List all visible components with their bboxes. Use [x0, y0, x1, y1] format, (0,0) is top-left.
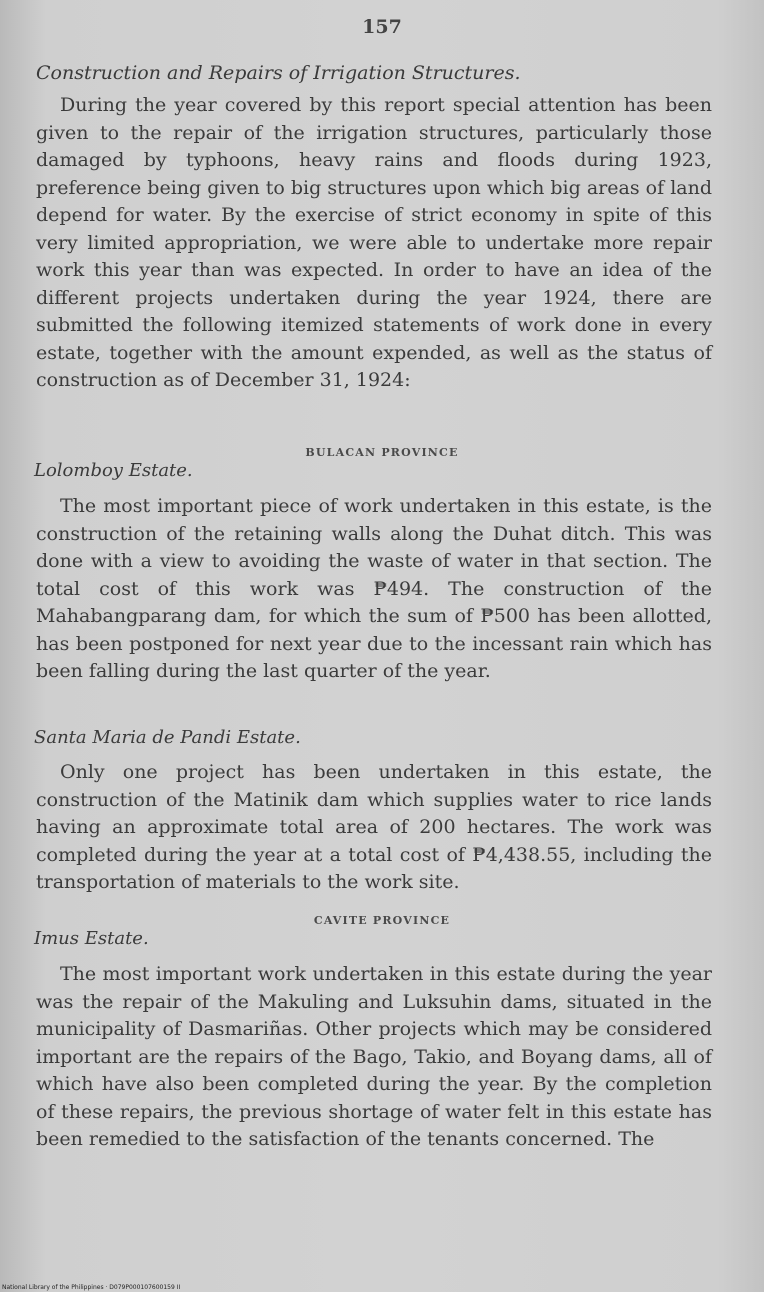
- library-footer: National Library of the Philippines · D079P000107600159 II: [2, 1284, 181, 1291]
- lolomboy-paragraph: The most important piece of work undertaken in this estate, is the construction of the retaining walls along the Duhat ditch. This was done with a view to avoiding the waste of water in that section. The total cost of this work was ₱494. The construction of the Mahabangparang dam, for which the sum of ₱500 has been allotted, has been postponed for next year due to the incessant rain which has been falling during the last quarter of the year.: [36, 495, 712, 682]
- estate-heading-santa-maria: Santa Maria de Pandi Estate.: [34, 727, 301, 748]
- intro-paragraph: During the year covered by this report special attention has been given to the repair of the irrigation structures, particularly those damaged by typhoons, heavy rains and floods during 1923, preference being given to big structures upon which big areas of land depend for water. By the exercise of strict economy in spite of this very limited appropriation, we were able to undertake more repair work this year than was expected. In order to have an idea of the different projects undertaken during the year 1924, there are submitted the following itemized statements of work done in every estate, together with the amount expended, as well as the status of construction as of December 31, 1924:: [36, 94, 712, 391]
- section-heading: Construction and Repairs of Irrigation Structures.: [36, 62, 521, 84]
- page-number: 157: [362, 16, 402, 38]
- santa-maria-paragraph: Only one project has been undertaken in this estate, the construction of the Matinik dam which supplies water to rice lands having an approximate total area of 200 hectares. The work was completed during the year at a total cost of ₱4,438.55, including the transportation of materials to the work site.: [36, 761, 712, 893]
- estate-heading-imus: Imus Estate.: [34, 928, 149, 949]
- province-heading-bulacan: BULACAN PROVINCE: [305, 446, 459, 459]
- province-heading-cavite: CAVITE PROVINCE: [313, 914, 451, 927]
- estate-heading-lolomboy: Lolomboy Estate.: [34, 460, 193, 481]
- imus-paragraph: The most important work undertaken in this estate during the year was the repair of the Makuling and Luksuhin dams, situated in the municipality of Dasmariñas. Other projects which may be considered important are the repairs of the Bago, Takio, and Boyang dams, all of which have also been completed during the year. By the completion of these repairs, the previous shortage of water felt in this estate has been remedied to the satisfaction of the tenants concerned. The: [36, 963, 712, 1150]
